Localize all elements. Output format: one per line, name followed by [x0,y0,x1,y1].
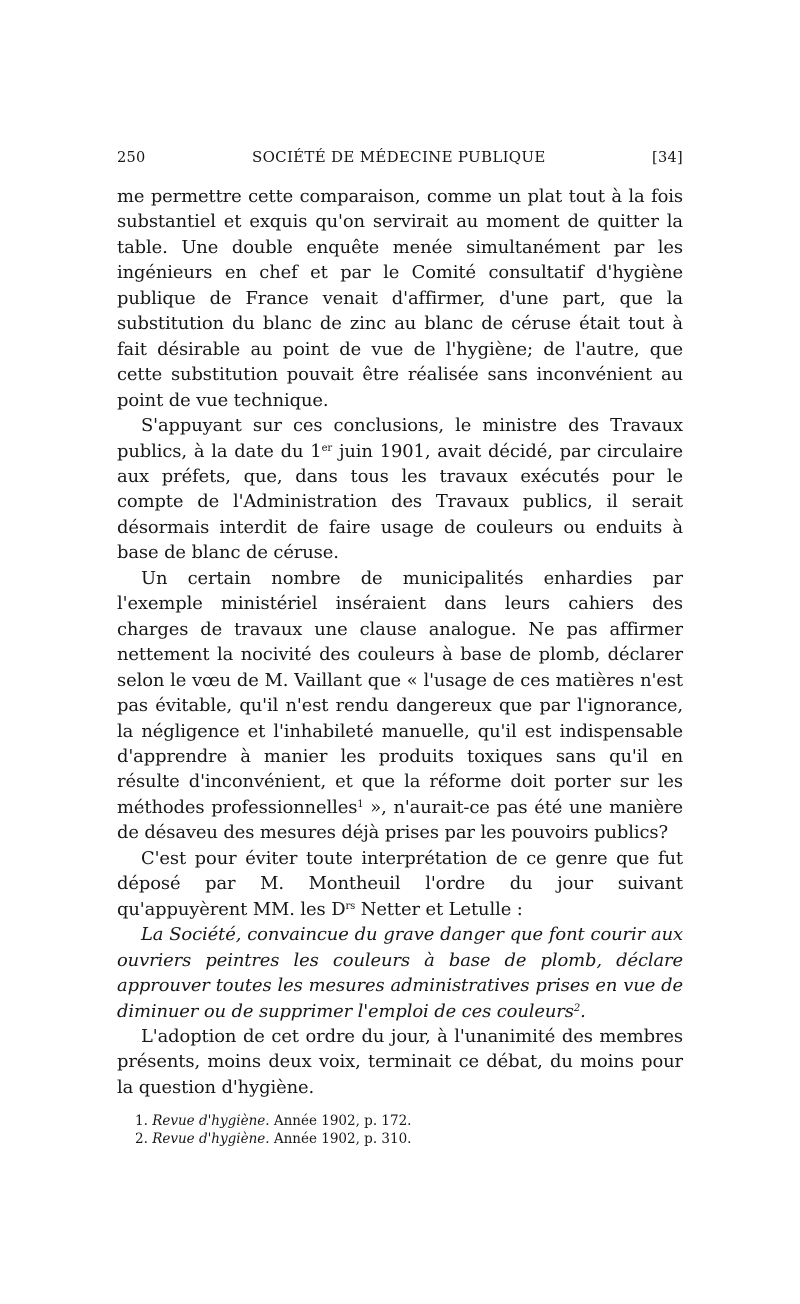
paragraph-text: S'appuyant sur ces conclusions, le ministre des Travaux publics, à la date du 1 [117,415,683,462]
section-number: [34] [652,150,683,166]
resolution-text [117,922,683,1024]
paragraph-conclusion: L'adoption de cet ordre du jour, à l'unanimité des membres présents, moins deux voix, terminait ce débat, du moins pour la question d'hygiène. [117,1025,683,1098]
ordinal-superscript: er [321,442,333,454]
footnote-number: 1. [135,1113,148,1129]
page-number: 250 [117,150,146,166]
footnote-ref-2: 2 [573,1002,581,1014]
footnote-number: 2. [135,1131,148,1147]
paragraph-text: », n'aurait-ce pas été une manière de désaveu des mesures déjà prises par les pouvoirs publics? [117,796,683,844]
footnotes [135,1112,675,1148]
resolution-body: La Société, convaincue du grave danger que font courir aux ouvriers peintres les couleurs à base de plomb, déclare approuver toutes les mesures administratives prises en vue de diminuer ou de supprimer l'emploi de ces couleurs [117,924,683,1022]
footnote-ref-1: 1 [357,798,364,810]
paragraph-text: C'est pour éviter toute interprétation de ce genre que fut déposé par M. Montheuil l'ordre du jour suivant qu'appuyèrent MM. les D [117,847,683,920]
footnote-detail: Année 1902, p. 310. [269,1131,412,1147]
doctors-abbrev-superscript: rs [345,900,356,912]
paragraph-municipalities [117,566,683,846]
footnote [135,1130,675,1148]
paragraph-text: juin 1901, avait décidé, par circulaire aux préfets, que, dans tous les travaux exécutés pour le compte de l'Administration des Travaux publics, il serait désormais interdit de faire usage de couleurs ou enduits à base de blanc de céruse. [117,440,683,564]
footnote-detail: Année 1902, p. 172. [269,1113,412,1129]
paragraph-ministerial-circular [117,413,683,566]
paragraph-text: Un certain nombre de municipalités enhardies par l'exemple ministériel inséraient dans leurs cahiers des charges de travaux une clause analogue. Ne pas affirmer nettement la nocivité des couleurs à base de plomb, déclarer selon le vœu de M. Vaillant que « l'usage de ces matières n'est pas évitable, qu'il n'est rendu dangereux que par l'ignorance, la négligence et l'inhabileté manuelle, qu'il est indispensable d'apprendre à manier les produits toxiques sans qu'il en résulte d'inconvénient, et que la réforme doit porter sur les méthodes professionnelles [117,567,683,818]
running-title: SOCIÉTÉ DE MÉDECINE PUBLIQUE [252,148,546,166]
running-header [117,148,683,166]
footnote [135,1112,675,1130]
paragraph-continuation: me permettre cette comparaison, comme un plat tout à la fois substantiel et exquis qu'on servirait au moment de quitter la table. Une double enquête menée simultanément par les ingénieurs en chef et par le Comité consultatif d'hygiène publique de France venait d'affirmer, d'une part, que la substitution du blanc de zinc au blanc de céruse était tout à fait désirable au point de vue de l'hygiène; de l'autre, que cette substitution pouvait être réalisée sans inconvénient au point de vue technique. [117,186,683,411]
paragraph-text: Netter et Letulle : [355,898,523,920]
resolution-period: . [580,1000,586,1022]
footnote-source: Revue d'hygiène. [152,1131,270,1147]
footnote-source: Revue d'hygiène. [152,1113,270,1129]
paragraph-order-of-day [117,846,683,922]
body-text [117,184,683,1100]
